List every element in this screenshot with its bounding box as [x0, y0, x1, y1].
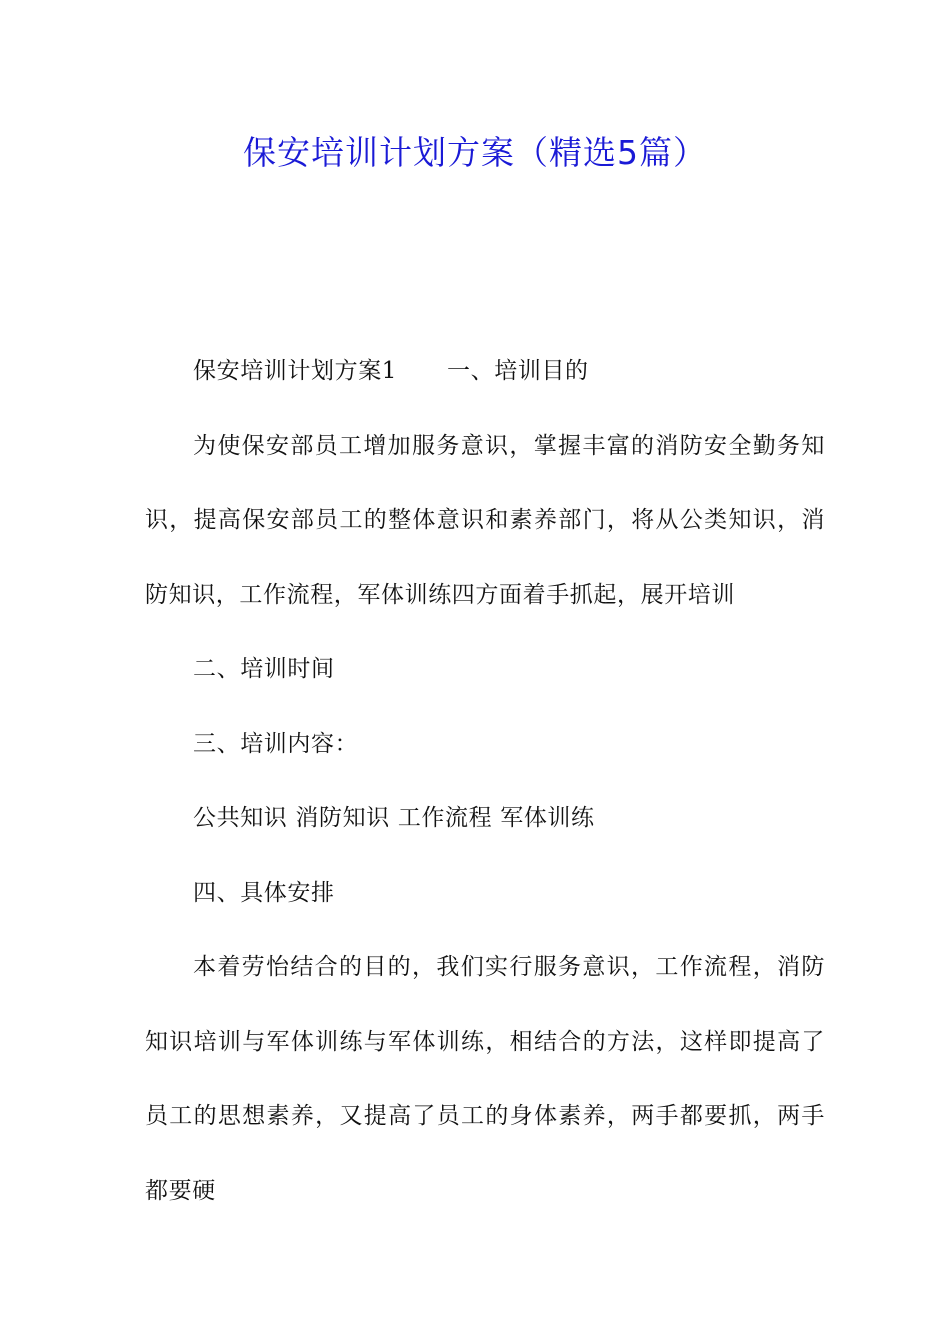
section-3-heading: 三、培训内容：	[193, 730, 359, 757]
purpose-paragraph: 为使保安部员工增加服务意识，掌握丰富的消防安全勤务知识，提高保安部员工的整体意识和素养部门，将从公类知识，消防知识，工作流程，军体训练四方面着手抓起，展开培训	[145, 432, 825, 608]
content-item: 公共知识	[193, 805, 288, 831]
section-2-heading: 二、培训时间	[193, 656, 335, 682]
content-item: 消防知识	[295, 805, 390, 831]
content-items-line	[145, 781, 825, 856]
document-title: 保安培训计划方案（精选5篇）	[243, 133, 707, 172]
arrangement-paragraph: 本着劳怡结合的目的，我们实行服务意识，工作流程，消防知识培训与军体训练与军体训练，相结合的方法，这样即提高了员工的思想素养，又提高了员工的身体素养，两手都要抓，两手都要硬	[145, 954, 825, 1204]
document-body	[145, 334, 825, 1228]
section-1-heading: 一、培训目的	[447, 358, 589, 384]
heading-line	[145, 334, 825, 409]
content-item: 军体训练	[500, 805, 595, 831]
content-item: 工作流程	[397, 805, 493, 831]
section-4-heading: 四、具体安排	[193, 879, 335, 906]
plan-title: 保安培训计划方案1	[193, 358, 398, 384]
